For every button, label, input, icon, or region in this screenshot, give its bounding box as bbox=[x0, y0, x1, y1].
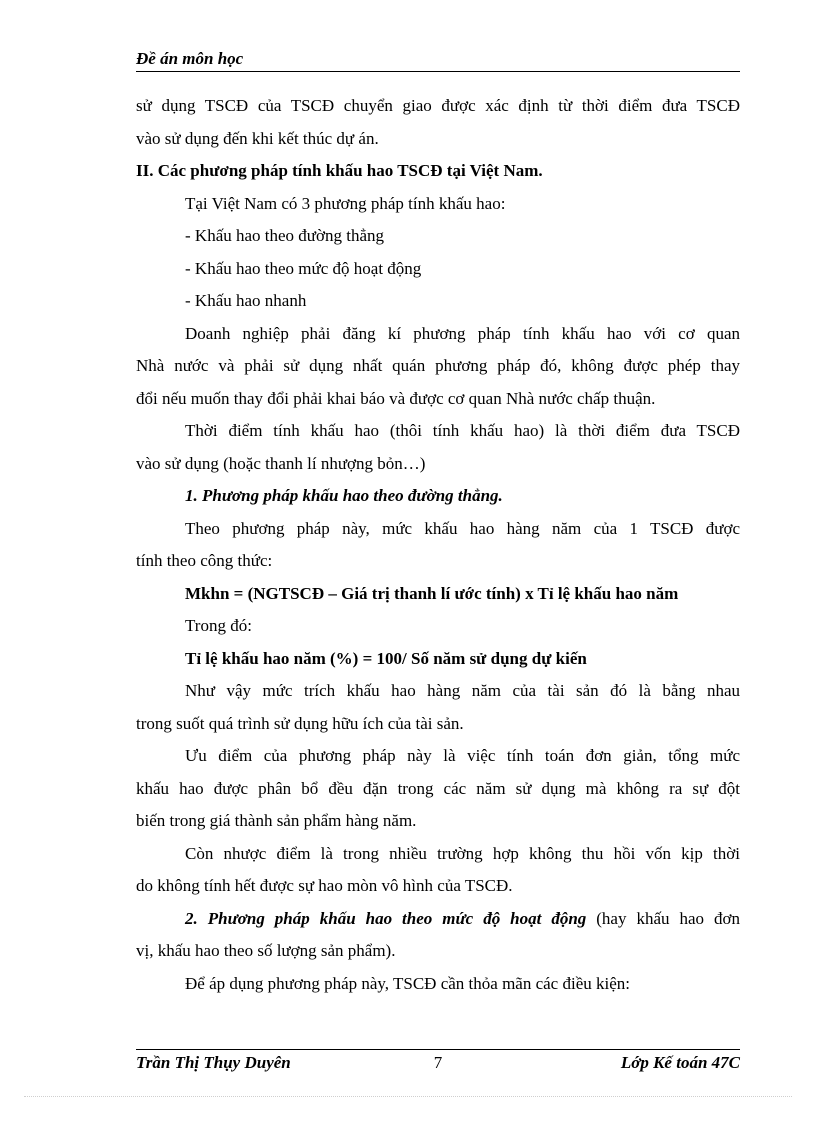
paragraph-line: biến trong giá thành sản phẩm hàng năm. bbox=[136, 811, 417, 830]
footer-divider bbox=[136, 1049, 740, 1050]
subsection-heading-rest: (hay khấu hao đơn bbox=[586, 908, 740, 928]
paragraph-line: Theo phương pháp này, mức khấu hao hàng năm của 1 TSCĐ được bbox=[185, 518, 740, 538]
footer-author: Trần Thị Thụy Duyên bbox=[136, 1053, 291, 1072]
paragraph-line: Thời điểm tính khấu hao (thôi tính khấu hao) là thời điểm đưa TSCĐ bbox=[185, 421, 740, 440]
document-header-title: Đề án môn học bbox=[136, 49, 244, 68]
page-bottom-edge bbox=[24, 1096, 792, 1097]
header-divider bbox=[136, 71, 740, 72]
document-footer bbox=[136, 1053, 740, 1077]
list-item: - Khấu hao nhanh bbox=[185, 291, 307, 310]
list-item: - Khấu hao theo đường thẳng bbox=[185, 226, 385, 245]
list-item: - Khấu hao theo mức độ hoạt động bbox=[185, 258, 422, 278]
paragraph-line: Nhà nước và phải sử dụng nhất quán phương pháp đó, không được phép thay bbox=[136, 356, 740, 375]
formula: Tỉ lệ khấu hao năm (%) = 100/ Số năm sử dụng dự kiến bbox=[185, 648, 587, 668]
paragraph-line: tính theo công thức: bbox=[136, 551, 273, 570]
paragraph-line: vị, khấu hao theo số lượng sản phẩm). bbox=[136, 941, 396, 960]
paragraph-line: Doanh nghiệp phải đăng kí phương pháp tính khấu hao với cơ quan bbox=[185, 323, 740, 343]
paragraph-line: sử dụng TSCĐ của TSCĐ chuyển giao được xác định từ thời điểm đưa TSCĐ bbox=[136, 96, 740, 115]
footer-class: Lớp Kế toán 47C bbox=[620, 1053, 740, 1072]
paragraph-line bbox=[136, 903, 740, 936]
paragraph-line: Để áp dụng phương pháp này, TSCĐ cần thỏa mãn các điều kiện: bbox=[185, 973, 630, 993]
page-number: 7 bbox=[433, 1053, 443, 1072]
paragraph-line: Còn nhược điểm là trong nhiều trường hợp không thu hồi vốn kịp thời bbox=[185, 843, 740, 863]
paragraph-line: Trong đó: bbox=[185, 616, 252, 635]
paragraph-line: Ưu điểm của phương pháp này là việc tính toán đơn giản, tổng mức bbox=[185, 746, 740, 765]
subsection-heading: 2. Phương pháp khấu hao theo mức độ hoạt động bbox=[185, 908, 587, 928]
paragraph-line: vào sử dụng đến khi kết thúc dự án. bbox=[136, 128, 379, 148]
paragraph-line: đổi nếu muốn thay đổi phải khai báo và được cơ quan Nhà nước chấp thuận. bbox=[136, 388, 656, 408]
document-body bbox=[136, 90, 740, 1000]
paragraph-line: Như vậy mức trích khấu hao hàng năm của tài sản đó là bằng nhau bbox=[185, 681, 740, 700]
section-heading: II. Các phương pháp tính khấu hao TSCĐ tại Việt Nam. bbox=[136, 161, 543, 180]
paragraph-line: trong suốt quá trình sử dụng hữu ích của tài sản. bbox=[136, 713, 464, 733]
intro-text: Tại Việt Nam có 3 phương pháp tính khấu hao: bbox=[185, 193, 506, 213]
formula: Mkhn = (NGTSCĐ – Giá trị thanh lí ước tính) x Tỉ lệ khấu hao năm bbox=[185, 583, 679, 603]
paragraph-line: vào sử dụng (hoặc thanh lí nhượng bỏn…) bbox=[136, 453, 426, 473]
paragraph-line: do không tính hết được sự hao mòn vô hình của TSCĐ. bbox=[136, 876, 513, 895]
paragraph-line: khấu hao được phân bổ đều đặn trong các năm sử dụng mà không ra sự đột bbox=[136, 778, 740, 798]
subsection-heading: 1. Phương pháp khấu hao theo đường thẳng. bbox=[185, 486, 503, 505]
